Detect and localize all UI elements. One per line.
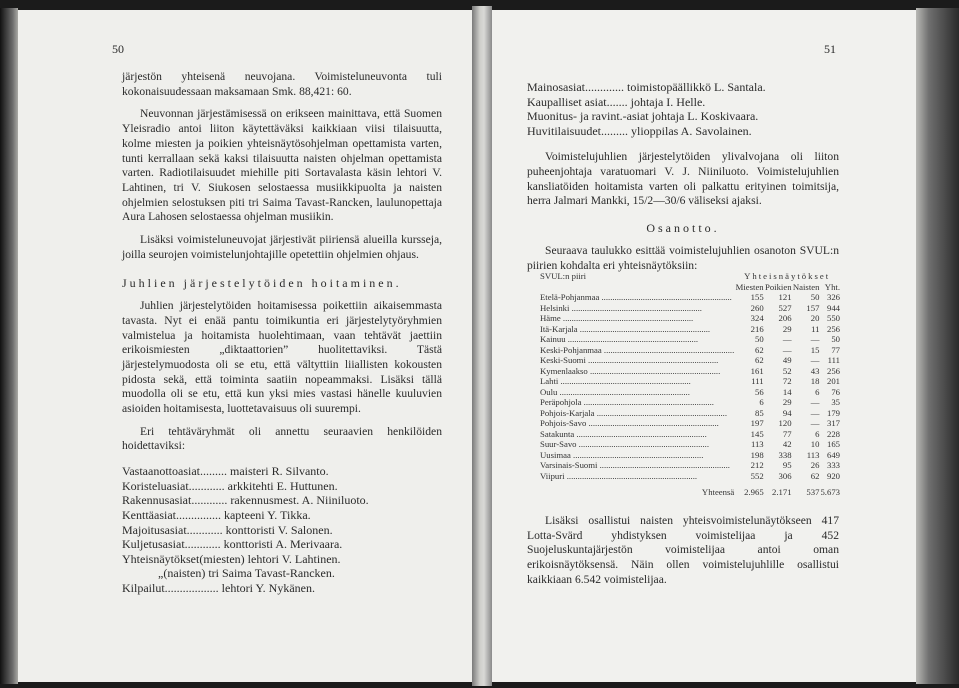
table-row xyxy=(540,439,840,450)
table-total-cell: 537 xyxy=(806,487,820,497)
table-cell: 317 xyxy=(826,418,840,428)
table-total-cell: 2.965 xyxy=(744,487,764,497)
table-cell: — xyxy=(810,355,820,365)
duty-person: ylioppilas A. Savolainen. xyxy=(628,123,752,138)
table-header: Yht. xyxy=(824,281,840,292)
table-cell: 324 xyxy=(750,313,764,323)
table-cell: 201 xyxy=(826,376,840,386)
table-cell-district: Keski-Suomi ............................................................ xyxy=(540,355,719,365)
duty-row xyxy=(527,80,839,95)
table-total-row xyxy=(540,481,840,498)
table-row xyxy=(540,334,840,345)
duty-dots: ............... xyxy=(175,507,221,522)
duty-task: Kaupalliset asiat xyxy=(527,94,607,109)
table-cell: 552 xyxy=(750,470,764,481)
table-cell: 155 xyxy=(750,292,764,302)
table-cell: 50 xyxy=(810,292,820,302)
duty-person: kapteeni Y. Tikka. xyxy=(220,507,311,522)
duty-dots: ....... xyxy=(606,94,628,109)
table-cell: 72 xyxy=(782,376,792,386)
table-cell: 15 xyxy=(810,344,820,355)
table-header-row xyxy=(540,282,840,293)
table-cell: — xyxy=(810,407,820,418)
table-row xyxy=(540,355,840,366)
table-cell: 206 xyxy=(778,313,792,323)
duty-person: konttoristi V. Salonen. xyxy=(222,522,333,537)
duty-row xyxy=(122,493,442,508)
table-cell: 157 xyxy=(806,302,820,313)
right-page-body-bottom xyxy=(527,514,839,588)
duty-row xyxy=(122,508,442,523)
table-row xyxy=(540,460,840,471)
paragraph: Seuraava taulukko esittää voimistelujuhlien osanoton SVUL:n piirien kohdalta eri yhteisnäytöksiin: xyxy=(527,243,839,272)
table-cell: 10 xyxy=(810,439,820,449)
duty-person: tri Saima Tavast-Rancken. xyxy=(205,566,335,581)
table-cell: 29 xyxy=(782,397,792,407)
table-cell: 85 xyxy=(754,407,764,418)
table-cell: 26 xyxy=(810,460,820,470)
table-row xyxy=(540,408,840,419)
duty-task: Muonitus- ja ravint.-asiat xyxy=(527,109,649,124)
duty-row xyxy=(122,552,442,567)
table-cell: 77 xyxy=(831,344,840,355)
table-cell: 550 xyxy=(826,313,840,323)
table-group-header-row xyxy=(540,271,840,282)
table-row xyxy=(540,418,840,429)
duty-person: lehtori V. Lahtinen. xyxy=(244,551,341,566)
duty-task: Vastaanottoasiat xyxy=(122,464,200,479)
table-cell: 113 xyxy=(750,439,764,449)
table-cell: 14 xyxy=(782,386,792,397)
table-cell-district: Etelä-Pohjanmaa ............................................................ xyxy=(540,292,732,302)
duty-row xyxy=(122,523,442,538)
duty-row xyxy=(122,581,442,596)
table-cell: 62 xyxy=(810,470,820,481)
table-cell: — xyxy=(810,397,820,407)
duty-task: Majoitusasiat xyxy=(122,522,187,537)
table-cell: 35 xyxy=(831,397,840,407)
page-number-right: 51 xyxy=(824,42,836,56)
section-heading: Osanotto. xyxy=(646,221,720,236)
table-cell: 77 xyxy=(782,428,792,439)
table-cell: — xyxy=(782,344,792,355)
table-cell: 179 xyxy=(826,407,840,418)
table-cell: 121 xyxy=(778,292,792,302)
table-cell-district: Uusimaa ............................................................ xyxy=(540,449,704,460)
table-cell: 6 xyxy=(759,397,764,407)
table-cell: 20 xyxy=(810,313,820,323)
table-cell-district: Satakunta ............................................................ xyxy=(540,428,707,439)
table-row xyxy=(540,429,840,440)
section-heading: Juhlien järjestelytöiden hoitaminen. xyxy=(122,276,402,291)
duty-dots: (naisten) xyxy=(163,566,206,581)
duty-task: Yhteisnäytökset xyxy=(122,551,200,566)
table-cell: 50 xyxy=(831,334,840,344)
table-cell: 43 xyxy=(810,365,820,376)
table-cell: 11 xyxy=(811,323,820,334)
duty-person: rakennusmest. A. Niiniluoto. xyxy=(227,493,369,508)
table-cell: 18 xyxy=(810,376,820,386)
table-cell: 145 xyxy=(750,428,764,439)
table-cell: 649 xyxy=(826,449,840,460)
duty-person: arkkitehti E. Huttunen. xyxy=(224,478,338,493)
table-cell-district: Pohjois-Savo ............................................................ xyxy=(540,418,719,428)
paragraph: Juhlien järjestelytöiden hoitamisessa poikettiin aikaisemmasta tavasta. Nyt ei enää pantu toimikuntia eri järjestelytyöryhmien valmistelua ja hoitamista huolehtimaan, vaan tehtävät jaettiin erikoismiesten „diktaattorien” huolitettaviksi. Tästä järjestelymuodosta oli se etu, että vältyttiin liiallisten kokousten pidosta sekä, että toiminta saatiin nopeammaksi. Lisäksi tällä muodolla oli se etu, että kun yksi mies vastasi hänelle kuuluvien asioiden hoitamisesta, luottetavaisuus oli suurempi. xyxy=(122,299,442,416)
table-cell-district: Helsinki ............................................................ xyxy=(540,302,702,313)
duty-row xyxy=(527,95,839,110)
table-cell: 306 xyxy=(778,470,792,481)
paragraph: Lisäksi voimisteluneuvojat järjestivät piiriensä alueilla kursseja, joilla seurojen voimistelunjohtajille opetettiin ohjelmien ohjaus. xyxy=(122,233,442,261)
table-cell: 113 xyxy=(806,449,820,460)
table-cell: 338 xyxy=(778,449,792,460)
duty-task: Mainosasiat xyxy=(527,80,585,94)
table-cell: 944 xyxy=(826,302,840,313)
duty-task: Rakennusasiat xyxy=(122,493,192,508)
duty-person: lehtori Y. Nykänen. xyxy=(218,580,315,595)
table-cell: 6 xyxy=(815,428,820,439)
paragraph: Eri tehtäväryhmät oli annettu seuraavien henkilöiden hoidettaviksi: xyxy=(122,424,442,453)
table-cell: 333 xyxy=(826,460,840,470)
table-cell-district: Peräpohjola ............................................................ xyxy=(540,397,714,407)
table-row xyxy=(540,345,840,356)
table-row xyxy=(540,387,840,398)
table-header: Miesten xyxy=(735,281,764,292)
table-cell: 120 xyxy=(778,418,792,428)
table-total-label: Yhteensä xyxy=(701,487,735,497)
table-cell: 161 xyxy=(750,365,764,376)
table-cell: 52 xyxy=(782,365,792,376)
duty-task: Kuljetusasiat xyxy=(122,537,185,552)
table-header: Poikien xyxy=(765,281,792,292)
table-cell: 326 xyxy=(826,292,840,302)
table-cell: 76 xyxy=(831,386,840,397)
table-cell: 29 xyxy=(782,323,792,334)
table-cell: 56 xyxy=(754,386,764,397)
table-cell-district: Itä-Karjala ............................................................ xyxy=(540,323,711,334)
table-row xyxy=(540,397,840,408)
duty-dots: ............ xyxy=(188,478,225,493)
table-cell: 111 xyxy=(827,355,840,365)
table-cell: 920 xyxy=(826,470,840,481)
duty-task: „ xyxy=(122,566,164,581)
table-cell: 212 xyxy=(750,460,764,470)
table-cell: 6 xyxy=(815,386,820,397)
duty-list xyxy=(122,464,442,595)
table-cell: — xyxy=(810,334,820,344)
duty-task: Kilpailut xyxy=(122,580,165,595)
duty-dots: (miesten) xyxy=(199,551,245,566)
table-cell-district: Lahti ............................................................ xyxy=(540,376,691,386)
table-total-cell: 2.171 xyxy=(772,487,792,497)
table-cell: 198 xyxy=(750,449,764,460)
table-cell: — xyxy=(810,418,820,428)
table-header-district: SVUL:n piiri xyxy=(540,271,587,281)
table-cell: 165 xyxy=(826,439,840,449)
paragraph: Neuvonnan järjestämisessä on erikseen mainittava, että Suomen Yleisradio antoi liiton käytettäväksi kaikkiaan viisi tilaisuutta, kolme miesten ja poikien yhteisnäytösohjelman opettamista varten, tunti kerrallaan sekä kaksi tilaisuutta naisten ohjelman opettamista varten. Radiotilaisuudet miehille piti Sortavalasta käsin lehtori V. Lahtinen, tri V. Siukosen selostaessa musiikkipuolta ja naisten ohjelmien selostuksen piti tri Saima Tavast-Rancken, laulunopettaja Aura Lahosen selostaessa ohjelman musiikin. xyxy=(122,107,442,224)
table-header: Naisten xyxy=(792,281,820,292)
duty-row xyxy=(527,124,839,139)
table-cell: 94 xyxy=(782,407,792,418)
duty-dots: ............ xyxy=(184,537,221,552)
duty-task: Koristeluasiat xyxy=(122,478,189,493)
table-row xyxy=(540,366,840,377)
table-cell: 228 xyxy=(826,428,840,439)
table-cell: 111 xyxy=(751,376,764,386)
duty-task: Kenttäasiat xyxy=(122,507,176,522)
table-cell-district: Keski-Pohjanmaa ............................................................ xyxy=(540,344,735,355)
duty-row xyxy=(122,464,442,479)
table-cell: 62 xyxy=(754,355,764,365)
table-row xyxy=(540,471,840,482)
table-cell: 527 xyxy=(778,302,792,313)
book-edge-right xyxy=(916,8,959,684)
table-cell: 62 xyxy=(754,344,764,355)
table-cell: 197 xyxy=(750,418,764,428)
paragraph: Voimistelujuhlien järjestelytöiden ylivalvojana oli liiton puheenjohtaja varatuomari V. J. Niiniluoto. Voimistelujuhlien kansliatöiden hoitamista varten oli palkattu erityinen toimitsija, herra Jalmari Mankki, 15/2—30/6 väliseksi ajaksi. xyxy=(527,150,839,208)
duty-dots: ............ xyxy=(186,522,223,537)
duty-list xyxy=(527,80,839,138)
table-cell-district: Pohjois-Karjala ............................................................ xyxy=(540,407,728,418)
right-page-body-top xyxy=(527,80,839,273)
duty-person: toimistopäällikkö L. Santala. xyxy=(624,80,766,94)
duty-row xyxy=(122,537,442,552)
duty-person: maisteri R. Silvanto. xyxy=(226,464,329,479)
duty-dots: ......... xyxy=(601,123,628,138)
duty-dots: .................. xyxy=(164,580,219,595)
duty-task: Huvitilaisuudet xyxy=(527,123,601,138)
table-row xyxy=(540,303,840,314)
duty-person: konttoristi A. Merivaara. xyxy=(220,537,343,552)
table-row xyxy=(540,313,840,324)
table-row xyxy=(540,324,840,335)
duty-row xyxy=(122,566,442,581)
table-row xyxy=(540,292,840,303)
table-cell: 260 xyxy=(750,302,764,313)
duty-person: johtaja I. Helle. xyxy=(627,94,706,109)
duty-person: johtaja L. Koskivaara. xyxy=(648,109,759,124)
paragraph: järjestön yhteisenä neuvojana. Voimisteluneuvonta tuli kokonaisuudessaan maksamaan Smk. 88,421: 60. xyxy=(122,70,442,98)
book-gutter xyxy=(472,6,492,686)
table-cell: 216 xyxy=(750,323,764,334)
table-cell: 256 xyxy=(826,365,840,376)
table-total-cell: 5.673 xyxy=(820,487,840,497)
table-group-header: Yhteisnäytökset xyxy=(744,271,831,281)
table-cell-district: Varsinais-Suomi ............................................................ xyxy=(540,460,730,470)
table-cell-district: Kainuu ............................................................ xyxy=(540,334,699,344)
table-cell: 256 xyxy=(826,323,840,334)
duty-row xyxy=(122,479,442,494)
table-cell-district: Oulu ............................................................ xyxy=(540,386,690,397)
table-cell: 49 xyxy=(782,355,792,365)
page-number-left: 50 xyxy=(112,42,124,56)
left-page-body xyxy=(122,70,442,596)
table-row xyxy=(540,376,840,387)
table-cell-district: Viipuri ............................................................ xyxy=(540,470,698,481)
table-row xyxy=(540,450,840,461)
table-body xyxy=(540,292,840,481)
table-cell: — xyxy=(782,334,792,344)
duty-dots: ............. xyxy=(585,80,624,94)
duty-dots: ............ xyxy=(191,493,228,508)
table-cell-district: Häme ............................................................ xyxy=(540,313,694,323)
table-cell-district: Suur-Savo ............................................................ xyxy=(540,439,709,449)
table-cell: 42 xyxy=(782,439,792,449)
duty-row xyxy=(527,109,839,124)
book-edge-left xyxy=(0,8,18,684)
duty-dots: ......... xyxy=(199,464,227,479)
table-cell: 95 xyxy=(782,460,792,470)
paragraph: Lisäksi osallistui naisten yhteisvoimistelunäytökseen 417 Lotta-Svärd yhdistyksen voimistelijaa ja 452 Suojeluskuntajärjestön voimistelijaa antoi oman erikoisnäytöksensä. Näin ollen voimistelujuhlille osallistui kaikkiaan 6.542 voimistelijaa. xyxy=(527,514,839,586)
table-cell: 50 xyxy=(754,334,764,344)
participation-table xyxy=(540,271,840,498)
table-cell-district: Kymenlaakso ............................................................ xyxy=(540,365,721,376)
